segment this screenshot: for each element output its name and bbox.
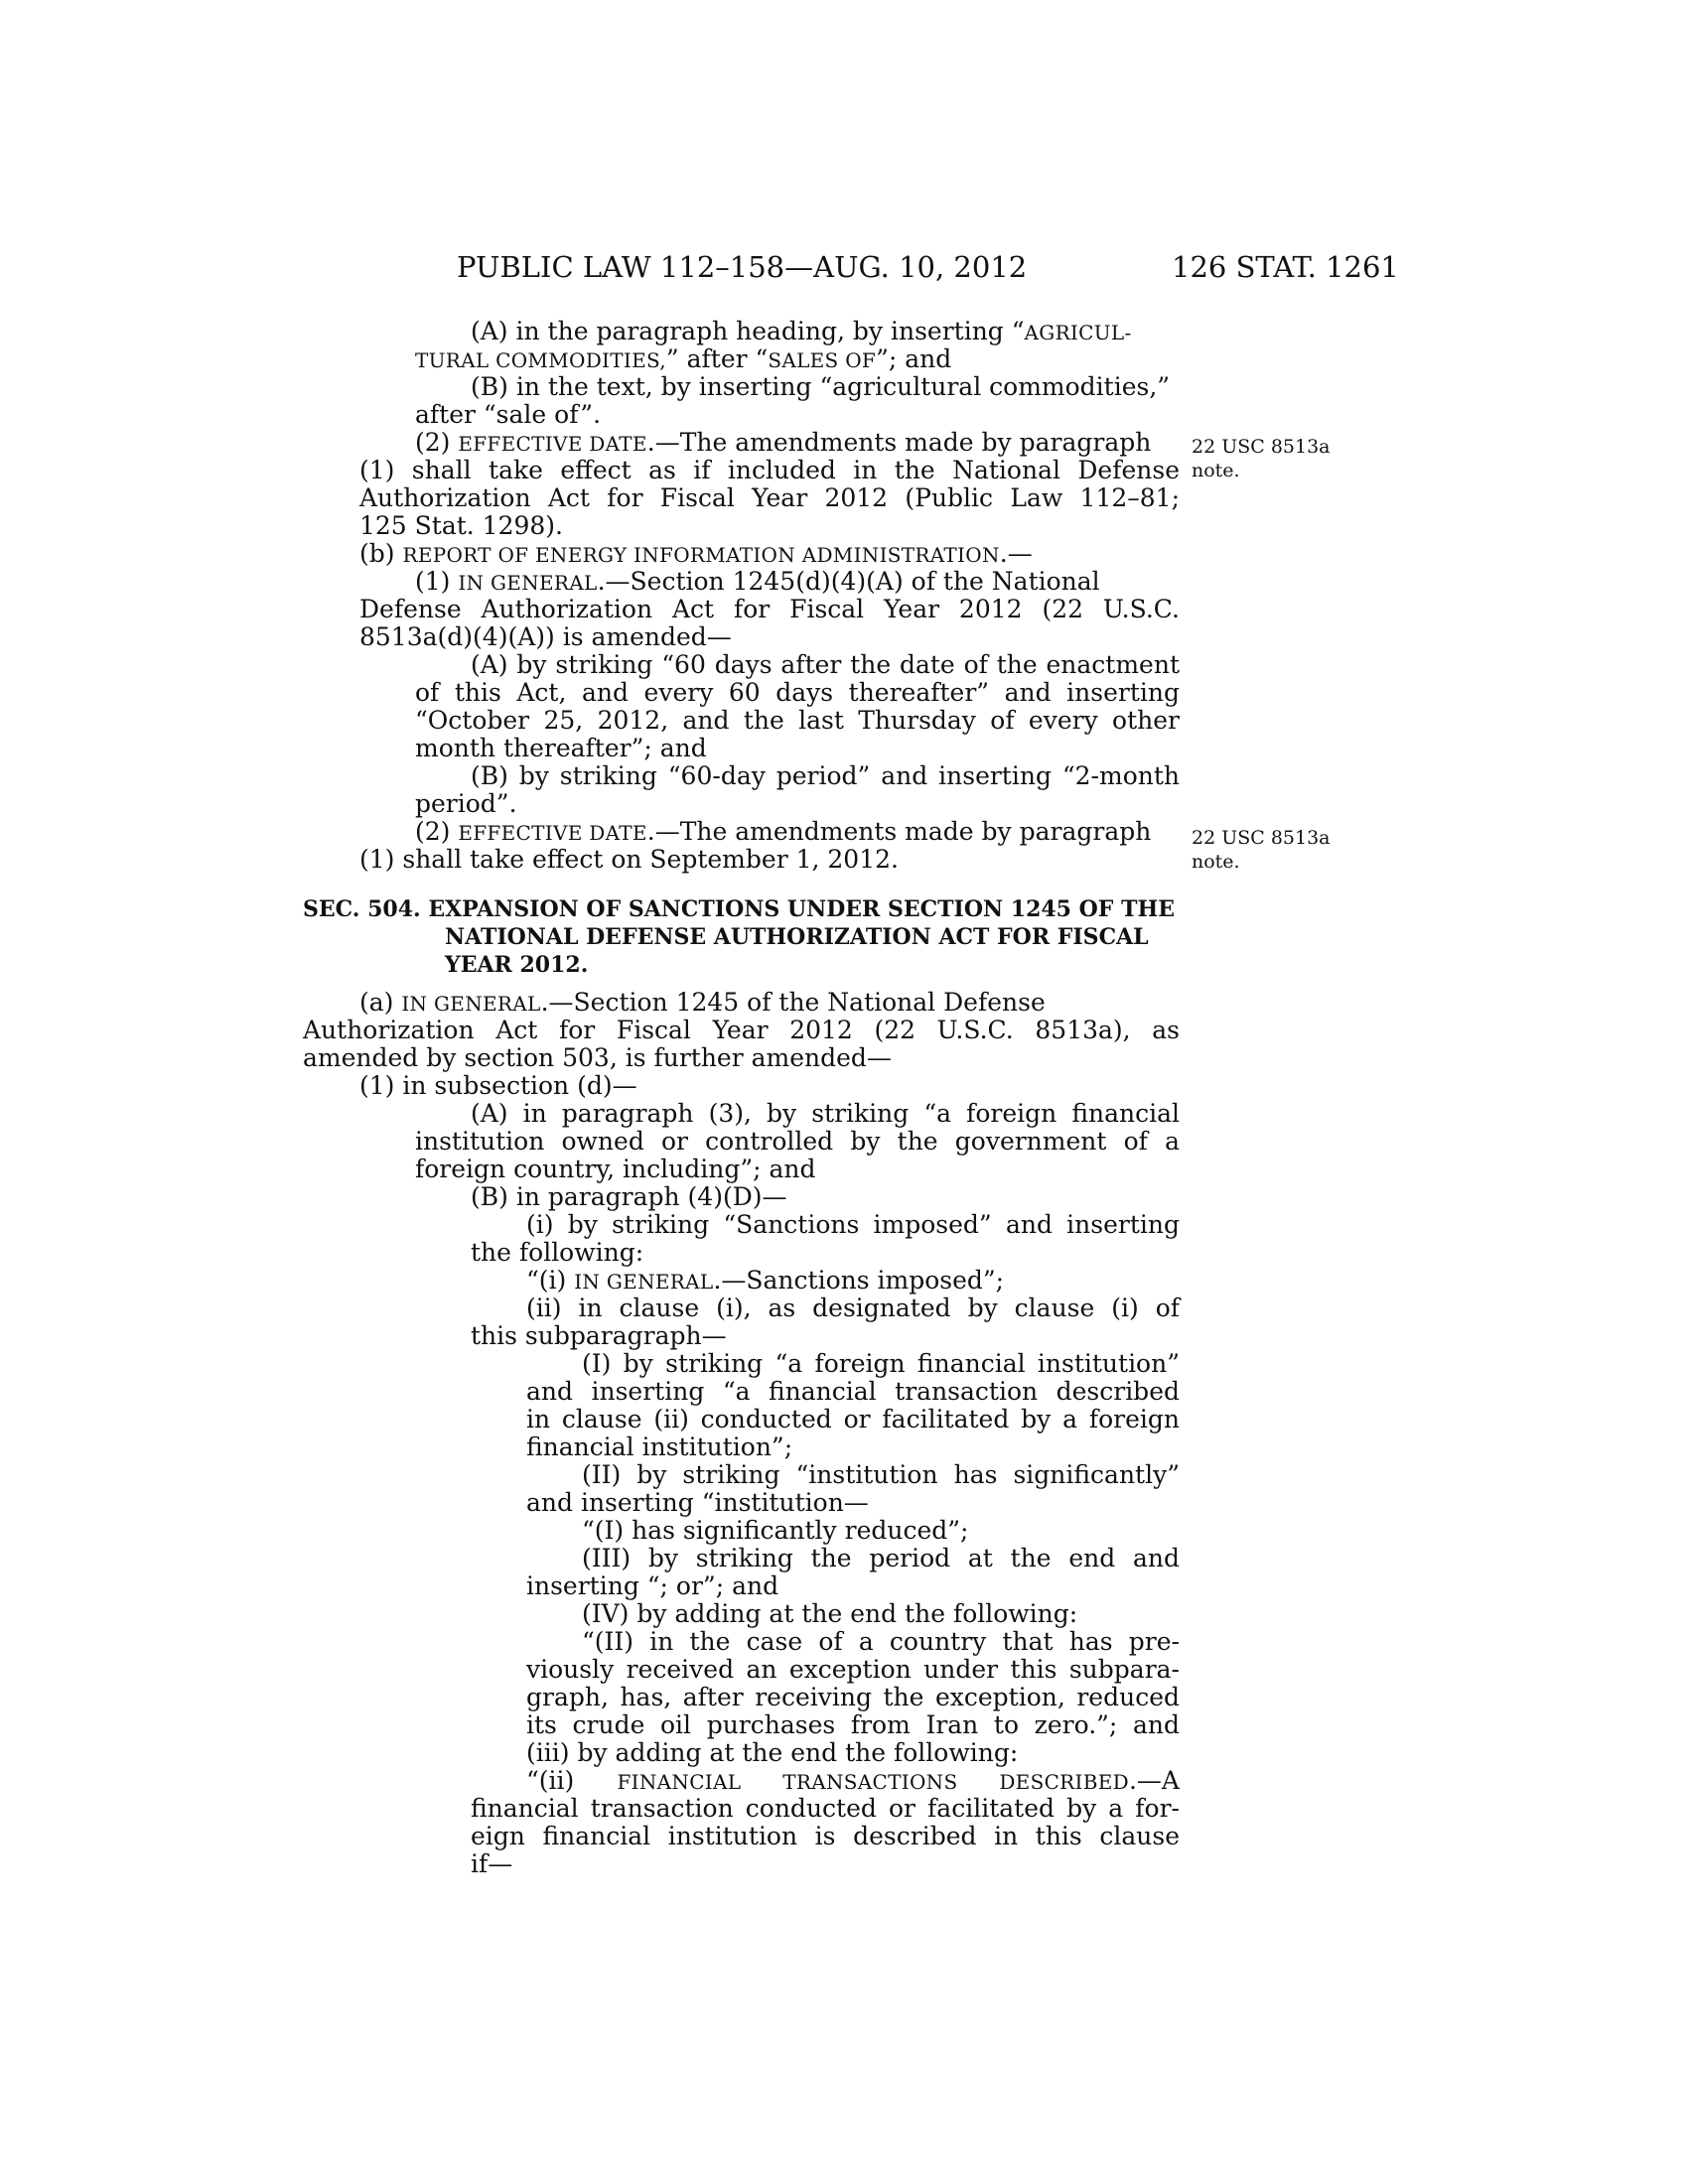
text-line: (1) in subsection (d)— — [359, 1071, 637, 1100]
text-line: (iii) by adding at the end the following: — [526, 1738, 1019, 1767]
text-line: and inserting “a financial transaction described — [526, 1377, 1180, 1406]
text-line: “(II) in the case of a country that has pre- — [582, 1627, 1180, 1656]
section-heading: SEC. 504. EXPANSION OF SANCTIONS UNDER SECTION 1245 OF THE — [303, 896, 1176, 922]
text-line: (B) by striking “60-day period” and inserting “2-month — [471, 761, 1180, 790]
margin-note-1-line2: note. — [1192, 460, 1240, 481]
text-line: “October 25, 2012, and the last Thursday of every other — [415, 706, 1180, 735]
text-line: financial transaction conducted or facilitated by a for- — [471, 1794, 1180, 1823]
text-line: institution owned or controlled by the government of a — [415, 1127, 1180, 1156]
text-line: 125 Stat. 1298). — [359, 511, 564, 540]
text-line: viously received an exception under this subpara- — [526, 1655, 1180, 1684]
text-line: (A) in paragraph (3), by striking “a foreign financial — [471, 1099, 1180, 1128]
text-line: (1) shall take effect on September 1, 2012. — [359, 845, 899, 874]
text-line: if— — [471, 1849, 513, 1878]
text-line: (2) EFFECTIVE DATE.—The amendments made by paragraph — [415, 428, 1152, 457]
text-line: (2) EFFECTIVE DATE.—The amendments made by paragraph — [415, 817, 1152, 846]
text-line: of this Act, and every 60 days thereafter” and inserting — [415, 678, 1180, 707]
text-line: (A) by striking “60 days after the date of the enactment — [471, 650, 1180, 679]
text-line: (IV) by adding at the end the following: — [582, 1599, 1078, 1628]
text-line: (1) shall take effect as if included in the National Defense — [359, 456, 1180, 484]
text-line: TURAL COMMODITIES,” after “SALES OF”; and — [415, 344, 952, 373]
text-line: (i) by striking “Sanctions imposed” and inserting — [526, 1210, 1180, 1239]
text-line: this subparagraph— — [471, 1321, 727, 1350]
text-line: Defense Authorization Act for Fiscal Year 2012 (22 U.S.C. — [359, 595, 1180, 623]
running-header-law: PUBLIC LAW 112–158—AUG. 10, 2012 — [457, 250, 1028, 284]
text-line: the following: — [471, 1238, 644, 1267]
text-line: amended by section 503, is further amended— — [303, 1043, 892, 1072]
margin-note-2-line1: 22 USC 8513a — [1192, 827, 1331, 849]
text-line: (A) in the paragraph heading, by inserting “AGRICUL- — [471, 317, 1132, 345]
text-line: 8513a(d)(4)(A)) is amended— — [359, 622, 732, 651]
text-line: (1) IN GENERAL.—Section 1245(d)(4)(A) of the National — [415, 567, 1100, 596]
text-line: month thereafter”; and — [415, 734, 707, 762]
text-line: (B) in the text, by inserting “agricultural commodities,” — [471, 372, 1171, 401]
text-line: (a) IN GENERAL.—Section 1245 of the National Defense — [359, 988, 1046, 1017]
running-header-stat: 126 STAT. 1261 — [1172, 250, 1399, 284]
text-line: (B) in paragraph (4)(D)— — [471, 1182, 787, 1211]
text-line: (III) by striking the period at the end and — [582, 1544, 1180, 1572]
margin-note-1-line1: 22 USC 8513a — [1192, 436, 1331, 458]
margin-note-2 — [1192, 826, 1331, 874]
text-line: “(i) IN GENERAL.—Sanctions imposed”; — [526, 1266, 1005, 1295]
text-line: graph, has, after receiving the exception, reduced — [526, 1683, 1180, 1711]
section-heading: NATIONAL DEFENSE AUTHORIZATION ACT FOR FISCAL — [445, 924, 1149, 950]
text-line: foreign country, including”; and — [415, 1155, 816, 1183]
text-line: (b) REPORT OF ENERGY INFORMATION ADMINISTRATION.— — [359, 539, 1033, 568]
text-line: eign financial institution is described in this clause — [471, 1822, 1180, 1850]
text-line: “(ii) FINANCIAL TRANSACTIONS DESCRIBED.—A — [526, 1766, 1180, 1795]
text-line: (II) by striking “institution has significantly” — [582, 1460, 1180, 1489]
text-line: (ii) in clause (i), as designated by clause (i) of — [526, 1294, 1180, 1322]
text-line: after “sale of”. — [415, 400, 602, 429]
text-line: Authorization Act for Fiscal Year 2012 (Public Law 112–81; — [359, 483, 1180, 512]
text-line: in clause (ii) conducted or facilitated by a foreign — [526, 1405, 1180, 1433]
section-heading: YEAR 2012. — [445, 952, 589, 978]
text-line: Authorization Act for Fiscal Year 2012 (22 U.S.C. 8513a), as — [303, 1016, 1180, 1044]
text-line: “(I) has significantly reduced”; — [582, 1516, 969, 1545]
text-line: period”. — [415, 789, 517, 818]
text-line: financial institution”; — [526, 1433, 793, 1461]
margin-note-1 — [1192, 435, 1331, 482]
text-line: (I) by striking “a foreign financial institution” — [582, 1349, 1180, 1378]
text-line: and inserting “institution— — [526, 1488, 869, 1517]
text-line: its crude oil purchases from Iran to zero.”; and — [526, 1710, 1180, 1739]
margin-note-2-line2: note. — [1192, 851, 1240, 873]
text-line: inserting “; or”; and — [526, 1571, 779, 1600]
